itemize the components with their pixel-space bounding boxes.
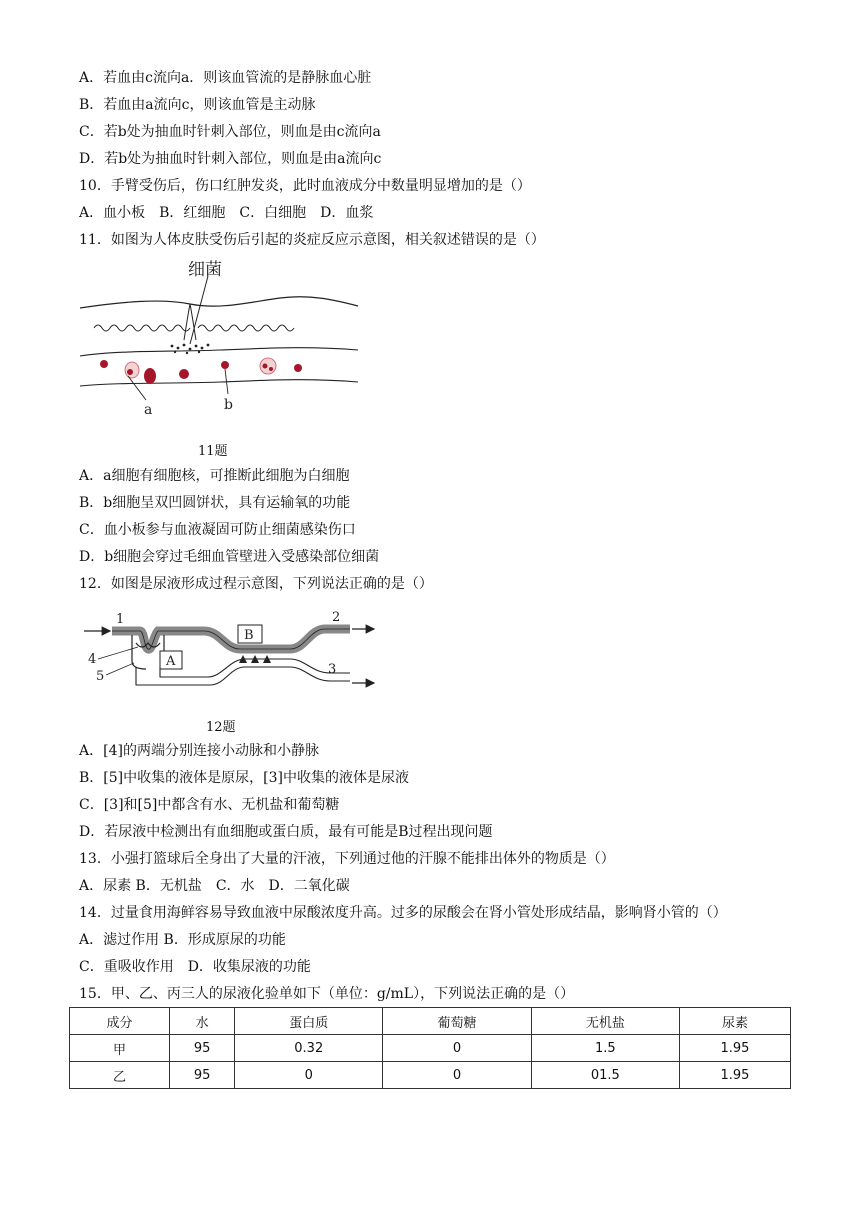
box-a-label: A [166,654,176,669]
table-cell: 0 [383,1035,531,1062]
table-cell: 乙 [70,1062,170,1089]
q9-option-d: D．若b处为抽血时针刺入部位，则血是由a流向c [79,151,382,167]
box-b-label: B [244,628,254,643]
table-cell: 甲 [70,1035,170,1062]
table-cell: 1.5 [531,1035,679,1062]
q10-options: A．血小板 B．红细胞 C．白细胞 D．血浆 [79,205,374,221]
q11-option-b: B．b细胞呈双凹圆饼状，具有运输氧的功能 [79,495,351,511]
q11-option-c: C．血小板参与血液凝固可防止细菌感染伤口 [79,522,356,538]
q15-stem: 15．甲、乙、丙三人的尿液化验单如下（单位：g/mL），下列说法正确的是（） [79,986,575,1002]
q12-option-b: B．[5]中收集的液体是原尿，[3]中收集的液体是尿液 [79,770,409,786]
fig12-caption: 12题 [206,720,236,735]
q9-option-a: A．若血由c流向a．则该血管流的是静脉血心脏 [79,70,372,86]
q11-option-a: A．a细胞有细胞核，可推断此细胞为白细胞 [79,468,350,484]
urine-test-table [69,1007,791,1089]
table-cell: 01.5 [531,1062,679,1089]
header-cell: 成分 [70,1008,170,1035]
cell-a-label: a [144,402,153,418]
header-cell: 葡萄糖 [383,1008,531,1035]
table-cell: 0 [383,1062,531,1089]
label-5: 5 [96,669,105,684]
header-cell: 蛋白质 [235,1008,383,1035]
header-cell: 无机盐 [531,1008,679,1035]
q12-option-c: C．[3]和[5]中都含有水、无机盐和葡萄糖 [79,797,340,813]
q11-stem: 11．如图为人体皮肤受伤后引起的炎症反应示意图，相关叙述错误的是（） [79,232,545,248]
q12-option-d: D．若尿液中检测出有血细胞或蛋白质，最有可能是B过程出现问题 [79,824,493,840]
bacteria-label: 细菌 [188,260,222,280]
table-row [70,1035,791,1062]
fig11-caption: 11题 [198,444,228,459]
q14-options-row1: A．滤过作用 B．形成原尿的功能 [79,932,286,948]
table-cell: 95 [170,1035,235,1062]
table-cell: 0.32 [235,1035,383,1062]
table-row [70,1062,791,1089]
label-1: 1 [116,612,125,627]
q11-option-d: D．b细胞会穿过毛细血管壁进入受感染部位细菌 [79,549,380,565]
q14-options-row2: C．重吸收作用 D．收集尿液的功能 [79,959,311,975]
table-cell: 0 [235,1062,383,1089]
q13-options: A．尿素 B．无机盐 C．水 D．二氧化碳 [79,878,350,894]
q9-option-c: C．若b处为抽血时针刺入部位，则血是由c流向a [79,124,381,140]
table-header-row [70,1008,791,1035]
header-cell: 尿素 [679,1008,790,1035]
inflammation-figure [80,258,360,418]
q10-stem: 10．手臂受伤后，伤口红肿发炎，此时血液成分中数量明显增加的是（） [79,178,531,194]
urine-formation-figure [80,605,380,700]
label-2: 2 [332,610,341,625]
table-cell: 1.95 [679,1062,790,1089]
label-4: 4 [88,652,97,667]
q12-stem: 12．如图是尿液形成过程示意图，下列说法正确的是（） [79,576,433,592]
q9-option-b: B．若血由a流向c，则该血管是主动脉 [79,97,316,113]
q14-stem: 14．过量食用海鲜容易导致血液中尿酸浓度升高。过多的尿酸会在肾小管处形成结晶，影响肾小管的（） [79,905,727,921]
table-cell: 95 [170,1062,235,1089]
cell-b-label: b [224,397,233,413]
table-cell: 1.95 [679,1035,790,1062]
q12-option-a: A．[4]的两端分别连接小动脉和小静脉 [79,743,319,759]
header-cell: 水 [170,1008,235,1035]
q13-stem: 13．小强打篮球后全身出了大量的汗液，下列通过他的汗腺不能排出体外的物质是（） [79,851,615,867]
label-3: 3 [328,662,337,677]
